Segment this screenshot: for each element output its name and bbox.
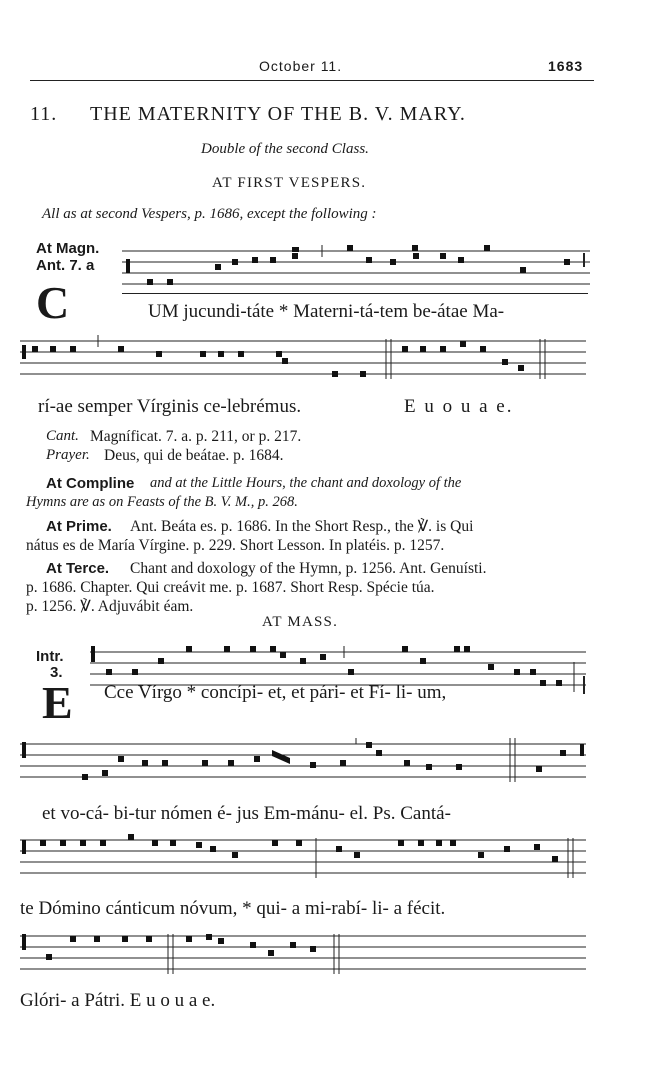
drop-cap-e: E	[42, 677, 73, 728]
running-date: October 11.	[259, 58, 343, 74]
antiphon-mode-label: Ant. 7. a	[36, 257, 95, 274]
chant-staff-2	[20, 335, 590, 381]
lyrics-line-1: UM jucundi-táte * Materni-tá-tem be-átae Ma-	[148, 301, 505, 322]
feast-rank: Double of the second Class.	[201, 141, 369, 157]
introit-mode-label: 3.	[50, 664, 63, 681]
compline-text-1: and at the Little Hours, the chant and doxology of the	[150, 475, 462, 491]
prime-text-1: Ant. Beáta es. p. 1686. In the Short Resp., the ℣. is Qui	[130, 518, 474, 535]
feast-number: 11.	[30, 103, 58, 125]
chant-staff-1	[122, 245, 592, 295]
introit-lyrics-2: et vo-cá- bi-tur nómen é- jus Em-mánu- el. Ps. Cantá-	[42, 803, 451, 824]
magnificat-label: At Magn.	[36, 240, 100, 257]
feast-title: THE MATERNITY OF THE B. V. MARY.	[90, 103, 466, 125]
terce-label: At Terce.	[46, 560, 110, 577]
gloria-lyrics: Glóri- a Pátri. E u o u a e.	[20, 990, 216, 1011]
page-number: 1683	[548, 58, 584, 74]
drop-cap-c: C	[36, 277, 70, 328]
terce-text-3: p. 1256. ℣. Adjuvábit éam.	[26, 598, 194, 615]
prayer-text: Deus, qui de beátae. p. 1684.	[104, 447, 284, 464]
compline-label: At Compline	[46, 475, 135, 492]
mass-heading: AT MASS.	[262, 614, 339, 630]
prime-label: At Prime.	[46, 518, 112, 535]
chant-staff-4	[20, 738, 590, 788]
chant-staff-6	[20, 930, 590, 980]
terce-text-1: Chant and doxology of the Hymn, p. 1256. Ant. Genuísti.	[130, 560, 487, 577]
introit-lyrics-1: Cce Vírgo * concípi- et, et pári- et Fí- li- um,	[104, 682, 447, 703]
terce-text-2: p. 1686. Chapter. Qui creávit me. p. 1687. Short Resp. Spécie túa.	[26, 579, 435, 596]
chant-staff-5	[20, 834, 590, 884]
header-rule	[30, 80, 594, 81]
prime-text-2: nátus es de María Vírgine. p. 229. Short Lesson. In platéis. p. 1257.	[26, 537, 445, 554]
canticle-label: Cant.	[46, 428, 79, 444]
first-vespers-heading: AT FIRST VESPERS.	[212, 175, 367, 191]
vespers-note: All as at second Vespers, p. 1686, except the following :	[42, 206, 377, 222]
psalm-lyrics: te Dómino cánticum nóvum, * qui- a mi-rabí- li- a fécit.	[20, 898, 446, 919]
lyrics-line-2: rí-ae semper Vírginis ce-lebrémus.	[38, 396, 302, 417]
introit-label: Intr.	[36, 648, 64, 665]
euouae-line-1: E u o u a e.	[404, 396, 514, 417]
compline-text-2: Hymns are as on Feasts of the B. V. M., p. 268.	[26, 494, 298, 510]
staff-1-underrule	[122, 293, 588, 294]
prayer-label: Prayer.	[46, 447, 90, 463]
canticle-text: Magníficat. 7. a. p. 211, or p. 217.	[90, 428, 302, 445]
